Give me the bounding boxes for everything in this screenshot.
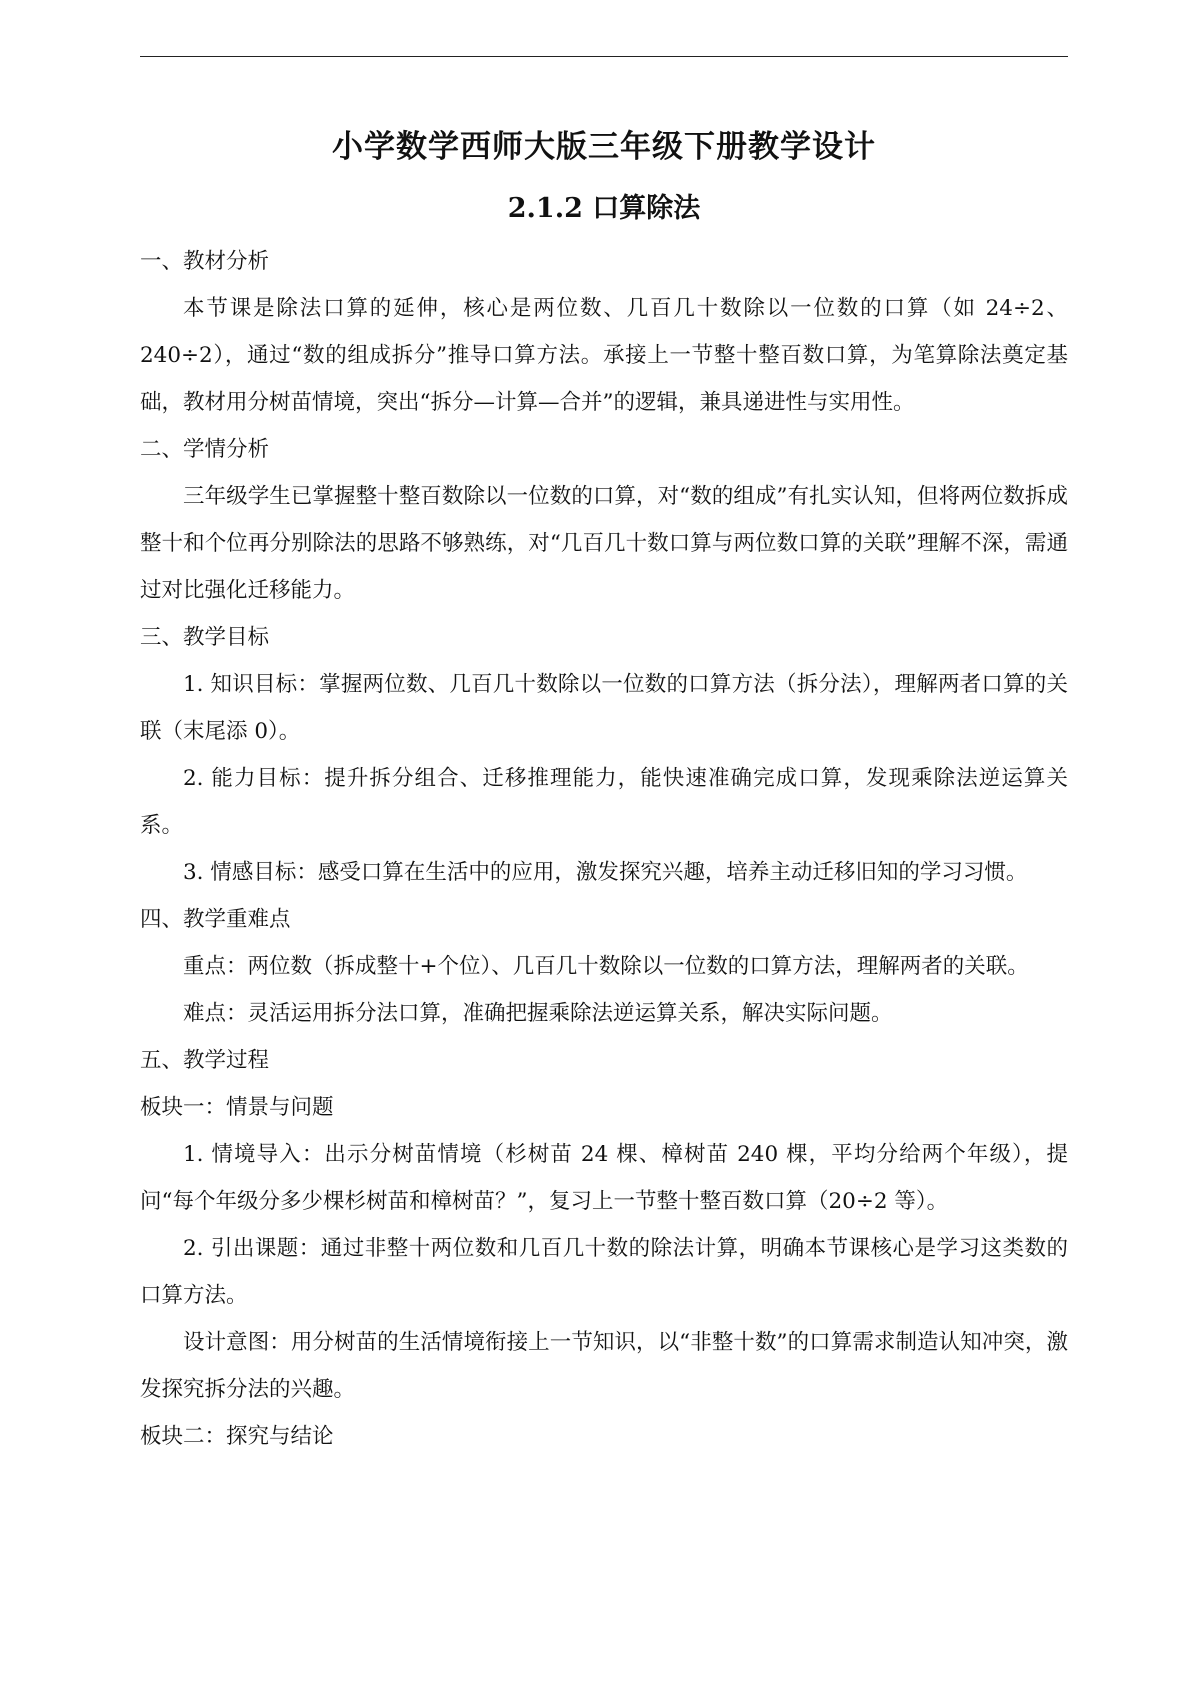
body-paragraph: 2. 能力目标：提升拆分组合、迁移推理能力，能快速准确完成口算，发现乘除法逆运算关系。 [140,766,1068,838]
body-paragraph: 本节课是除法口算的延伸，核心是两位数、几百几十数除以一位数的口算（如 24÷2、240÷2），通过“数的组成拆分”推导口算方法。承接上一节整十整百数口算，为笔算除法奠定基础，教材用分树苗情境，突出“拆分—计算—合并”的逻辑，兼具递进性与实用性。 [140,296,1068,415]
section-heading: 四、教学重难点 [140,907,291,932]
body-paragraph: 设计意图：用分树苗的生活情境衔接上一节知识，以“非整十数”的口算需求制造认知冲突，激发探究拆分法的兴趣。 [140,1330,1068,1402]
document-title: 小学数学西师大版三年级下册教学设计 [332,129,876,165]
body-paragraph: 2. 引出课题：通过非整十两位数和几百几十数的除法计算，明确本节课核心是学习这类数的口算方法。 [140,1236,1068,1308]
section-heading: 板块一：情景与问题 [140,1095,334,1120]
body-paragraph: 1. 情境导入：出示分树苗情境（杉树苗 24 棵、樟树苗 240 棵，平均分给两个年级），提问“每个年级分多少棵杉树苗和樟树苗？”，复习上一节整十整百数口算（20÷2 等）。 [140,1142,1068,1214]
header-rule [140,56,1068,57]
body-paragraph: 重点：两位数（拆成整十+个位）、几百几十数除以一位数的口算方法，理解两者的关联。 [183,954,1029,979]
body-paragraph: 难点：灵活运用拆分法口算，准确把握乘除法逆运算关系，解决实际问题。 [183,1001,893,1026]
section-heading: 二、学情分析 [140,437,270,462]
document-subtitle: 2.1.2 口算除法 [507,193,701,224]
section-heading: 板块二：探究与结论 [140,1424,334,1449]
section-heading: 三、教学目标 [140,625,270,650]
document-body [140,238,1068,1460]
section-heading: 一、教材分析 [140,249,270,274]
document-content [140,110,1068,1460]
body-paragraph: 三年级学生已掌握整十整百数除以一位数的口算，对“数的组成”有扎实认知，但将两位数拆成整十和个位再分别除法的思路不够熟练，对“几百几十数口算与两位数口算的关联”理解不深，需通过对比强化迁移能力。 [140,484,1068,603]
body-paragraph: 1. 知识目标：掌握两位数、几百几十数除以一位数的口算方法（拆分法），理解两者口算的关联（末尾添 0）。 [140,672,1068,744]
section-heading: 五、教学过程 [140,1048,270,1073]
body-paragraph: 3. 情感目标：感受口算在生活中的应用，激发探究兴趣，培养主动迁移旧知的学习习惯。 [183,860,1028,885]
